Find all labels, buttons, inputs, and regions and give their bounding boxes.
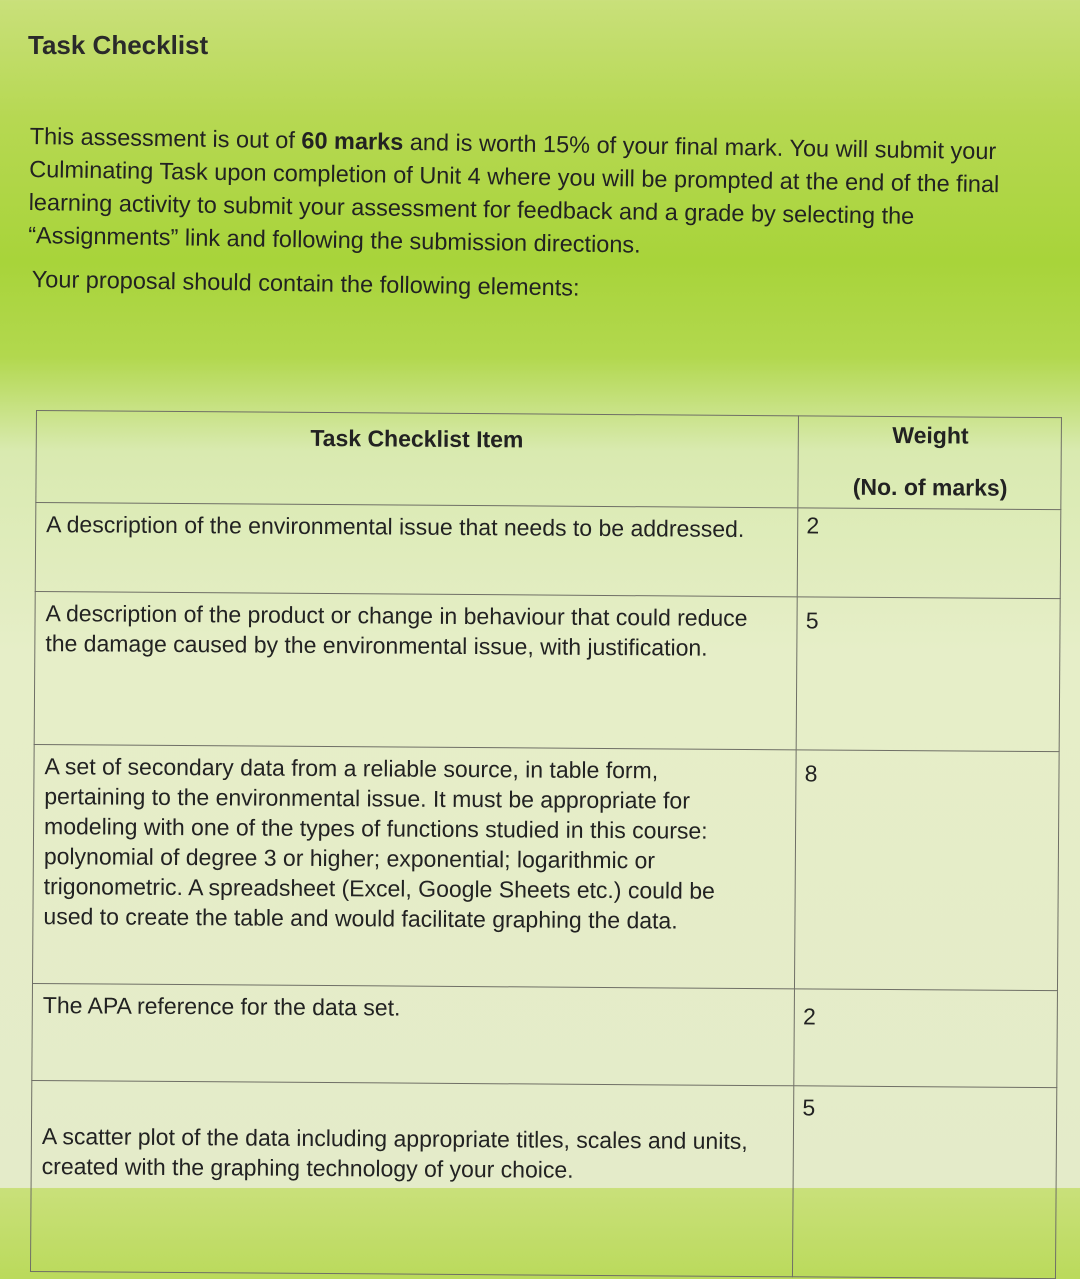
checklist-item-cell	[30, 1080, 794, 1276]
header-weight	[798, 416, 1061, 510]
table-row	[30, 1080, 1056, 1278]
intro-paragraph	[28, 120, 1050, 268]
total-marks: 60 marks	[301, 127, 404, 155]
proposal-instruction: Your proposal should contain the following elements:	[31, 266, 580, 301]
task-checklist-table	[30, 410, 1062, 1279]
checklist-item-text: A set of secondary data from a reliable source, in table form, pertaining to the environmental issue. It must be appropriate for modeling with one of the types of functions studied in this course: polynomial of degree 3 or higher; exponential; logarithmic or trigonometric. A spreadsheet (Excel, Google Sheets etc.) could be used to create the table and would facilitate graphing the data.	[43, 753, 715, 934]
intro-text-end: and is worth 15% of your final mark. You will submit your Culminating Task upon completion of Unit 4 where you will be prompted at the end of the final learning activity to submit your assessment for feedback and a grade by selecting the “Assignments” link and following the submission directions.	[27, 128, 1000, 258]
page-title: Task Checklist	[28, 30, 209, 60]
table-row	[35, 503, 1061, 599]
header-weight-unit: (No. of marks)	[852, 473, 1008, 501]
weight-cell: 2	[794, 989, 1057, 1088]
checklist-item-text: A description of the environmental issue that needs to be addressed.	[46, 511, 745, 542]
checklist-item-text: A description of the product or change in behaviour that could reduce the damage caused by the environmental issue, with justification.	[45, 600, 748, 661]
checklist-item-cell	[35, 503, 798, 597]
checklist-item-cell	[32, 744, 796, 988]
table-row	[32, 983, 1058, 1087]
header-checklist-item: Task Checklist Item	[36, 411, 799, 508]
checklist-item-text: A scatter plot of the data including appropriate titles, scales and units, created with the graphing technology of your choice.	[41, 1123, 748, 1183]
weight-cell: 2	[797, 508, 1060, 599]
checklist-item-cell	[32, 983, 795, 1085]
intro-text-start: This assessment is out of	[29, 122, 302, 154]
checklist-item-cell	[34, 591, 797, 749]
table-header-row	[36, 411, 1062, 510]
header-weight-label: Weight	[892, 421, 969, 449]
weight-cell: 8	[795, 750, 1059, 991]
table-row	[32, 744, 1059, 990]
weight-cell: 5	[796, 597, 1060, 752]
weight-cell: 5	[793, 1086, 1057, 1279]
table-row	[34, 591, 1060, 751]
checklist-item-text: The APA reference for the data set.	[42, 992, 401, 1021]
